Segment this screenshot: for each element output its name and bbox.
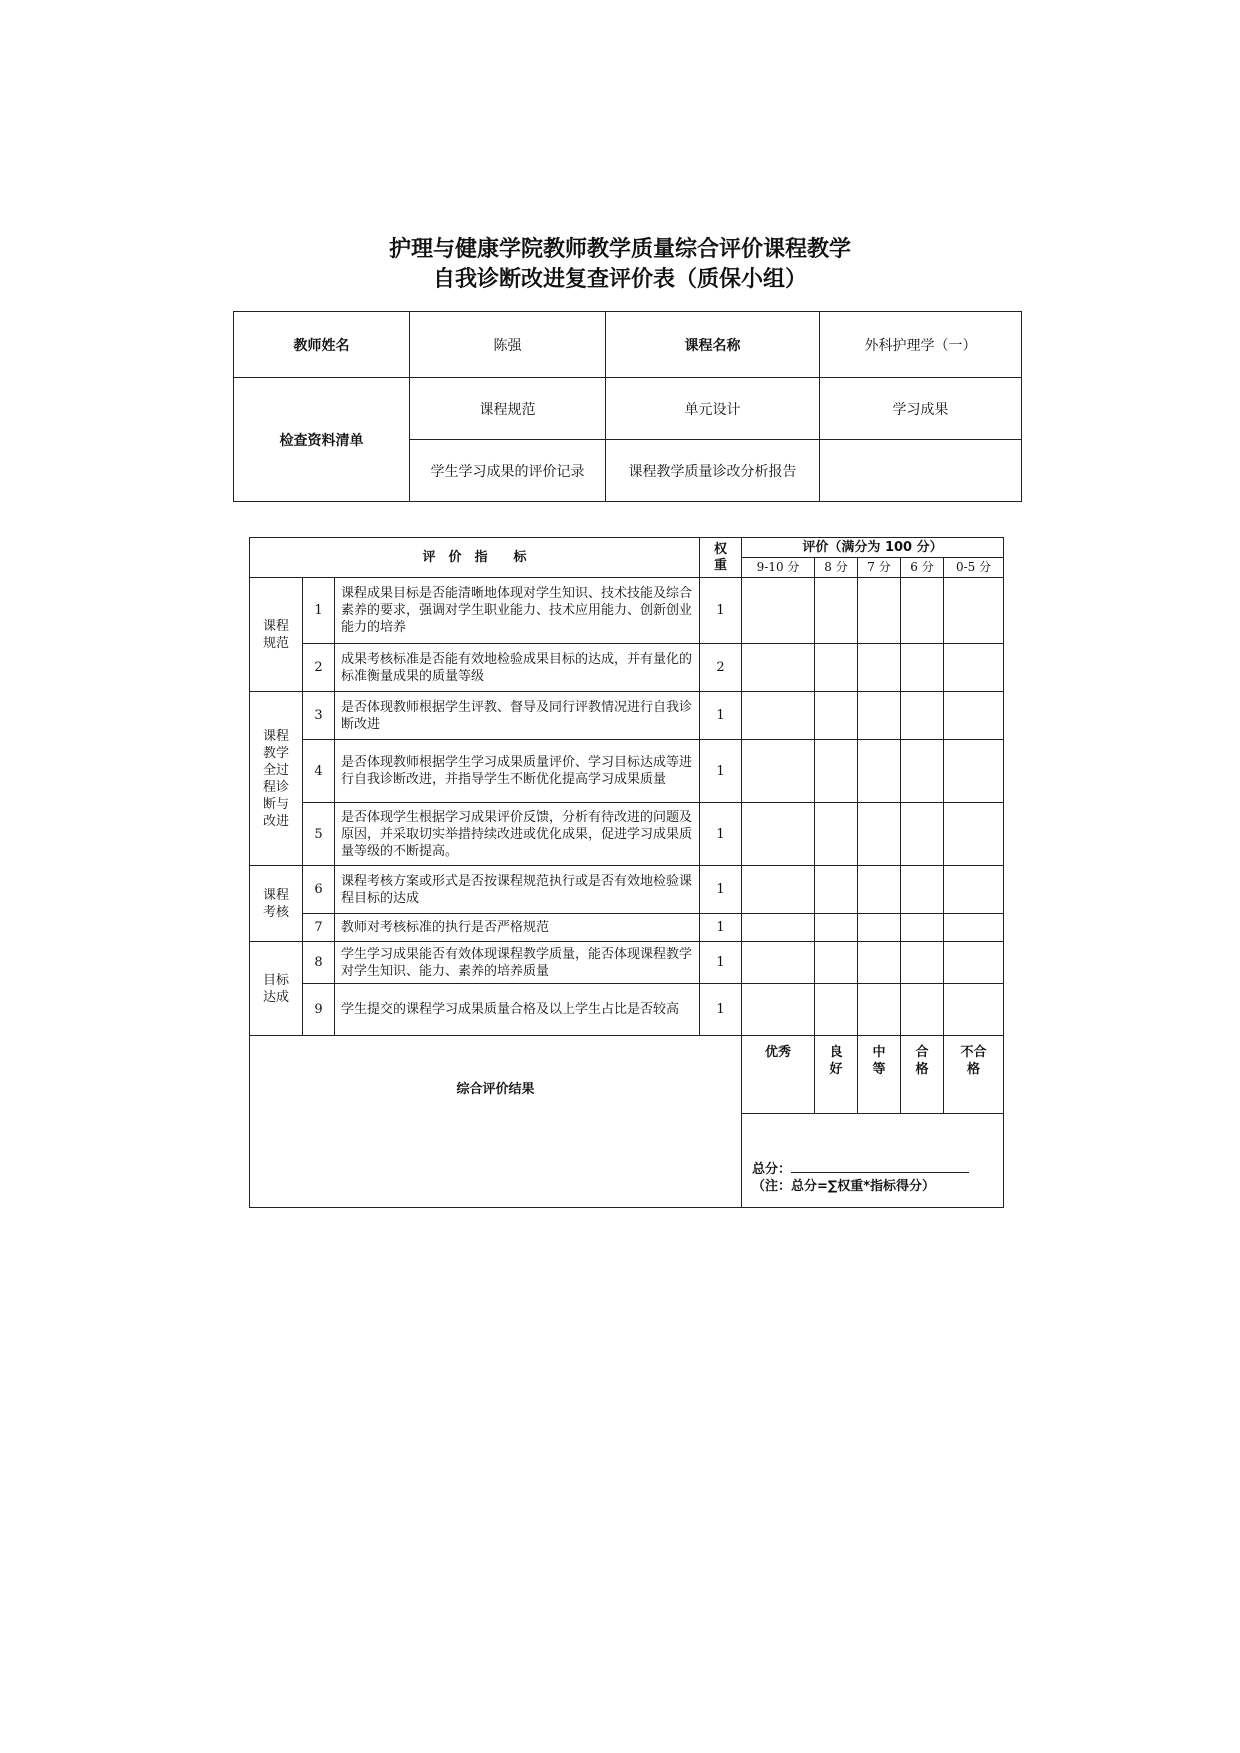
indicator-text: 教师对考核标准的执行是否严格规范 [335, 914, 700, 942]
row-number: 3 [303, 692, 335, 740]
score-col-header: 9-10 分 [742, 558, 815, 578]
score-cell[interactable] [944, 644, 1004, 692]
category-cell: 目标 达成 [250, 942, 303, 1036]
weight-header: 权 重 [700, 538, 742, 578]
checklist-label: 检查资料清单 [234, 378, 410, 502]
score-cell[interactable] [944, 740, 1004, 803]
info-table [233, 311, 1022, 502]
evaluation-table [249, 537, 1004, 1208]
document-title-line2: 自我诊断改进复查评价表（质保小组） [432, 266, 807, 292]
score-cell[interactable] [742, 914, 815, 942]
grade-excellent[interactable]: 优秀 [742, 1036, 815, 1114]
weight-value: 1 [700, 866, 742, 914]
score-cell[interactable] [901, 692, 944, 740]
score-cell[interactable] [815, 740, 858, 803]
score-cell[interactable] [901, 803, 944, 866]
score-col-header: 6 分 [901, 558, 944, 578]
total-note: （注：总分=∑权重*指标得分） [752, 1179, 936, 1194]
score-col-header: 7 分 [858, 558, 901, 578]
score-cell[interactable] [742, 644, 815, 692]
score-cell[interactable] [858, 914, 901, 942]
category-cell: 课程 考核 [250, 866, 303, 942]
course-name-value: 外科护理学（一） [820, 312, 1022, 378]
score-cell[interactable] [858, 740, 901, 803]
score-cell[interactable] [742, 942, 815, 984]
summary-label: 综合评价结果 [250, 1036, 742, 1208]
score-cell[interactable] [901, 942, 944, 984]
table-row [250, 578, 1004, 644]
table-row [250, 984, 1004, 1036]
row-number: 7 [303, 914, 335, 942]
material-item: 课程规范 [410, 378, 606, 440]
material-item: 学习成果 [820, 378, 1022, 440]
weight-value: 1 [700, 578, 742, 644]
score-cell[interactable] [901, 740, 944, 803]
total-label: 总分： [752, 1162, 792, 1177]
score-cell[interactable] [742, 692, 815, 740]
category-cell: 课程 教学 全过 程诊 断与 改进 [250, 692, 303, 866]
table-row [250, 866, 1004, 914]
weight-value: 1 [700, 914, 742, 942]
table-row [250, 942, 1004, 984]
weight-value: 1 [700, 740, 742, 803]
row-number: 9 [303, 984, 335, 1036]
indicator-text: 课程成果目标是否能清晰地体现对学生知识、技术技能及综合素养的要求，强调对学生职业能力、技术应用能力、创新创业能力的培养 [335, 578, 700, 644]
indicator-text: 是否体现学生根据学习成果评价反馈，分析有待改进的问题及原因，并采取切实举措持续改进或优化成果，促进学习成果质量等级的不断提高。 [335, 803, 700, 866]
score-cell[interactable] [901, 578, 944, 644]
score-cell[interactable] [742, 866, 815, 914]
indicator-text: 是否体现教师根据学生评教、督导及同行评教情况进行自我诊断改进 [335, 692, 700, 740]
evaluation-header: 评价（满分为 100 分） [742, 538, 1004, 558]
indicator-text: 是否体现教师根据学生学习成果质量评价、学习目标达成等进行自我诊断改进，并指导学生不断优化提高学习成果质量 [335, 740, 700, 803]
indicator-text: 成果考核标准是否能有效地检验成果目标的达成，并有量化的标准衡量成果的质量等级 [335, 644, 700, 692]
table-row [250, 692, 1004, 740]
score-cell[interactable] [815, 644, 858, 692]
table-row [250, 740, 1004, 803]
score-cell[interactable] [742, 578, 815, 644]
row-number: 8 [303, 942, 335, 984]
row-number: 6 [303, 866, 335, 914]
material-item: 学生学习成果的评价记录 [410, 440, 606, 502]
grade-average[interactable]: 中 等 [858, 1036, 901, 1114]
score-cell[interactable] [858, 803, 901, 866]
score-cell[interactable] [858, 578, 901, 644]
teacher-name-value: 陈强 [410, 312, 606, 378]
row-number: 2 [303, 644, 335, 692]
score-cell[interactable] [815, 866, 858, 914]
score-cell[interactable] [742, 803, 815, 866]
grade-pass[interactable]: 合 格 [901, 1036, 944, 1114]
score-cell[interactable] [858, 692, 901, 740]
grade-good[interactable]: 良 好 [815, 1036, 858, 1114]
indicator-header: 评 价 指 标 [250, 538, 700, 578]
table-row [250, 644, 1004, 692]
grade-fail[interactable]: 不合 格 [944, 1036, 1004, 1114]
indicator-text: 学生提交的课程学习成果质量合格及以上学生占比是否较高 [335, 984, 700, 1036]
weight-value: 1 [700, 803, 742, 866]
score-cell[interactable] [944, 692, 1004, 740]
score-cell[interactable] [901, 644, 944, 692]
material-item-empty [820, 440, 1022, 502]
score-cell[interactable] [944, 578, 1004, 644]
material-item: 课程教学质量诊改分析报告 [606, 440, 820, 502]
weight-value: 2 [700, 644, 742, 692]
score-cell[interactable] [815, 803, 858, 866]
material-item: 单元设计 [606, 378, 820, 440]
score-cell[interactable] [742, 740, 815, 803]
score-cell[interactable] [901, 866, 944, 914]
score-cell[interactable] [815, 914, 858, 942]
document-title-line1: 护理与健康学院教师教学质量综合评价课程教学 [388, 236, 851, 262]
score-col-header: 0-5 分 [944, 558, 1004, 578]
score-cell[interactable] [944, 942, 1004, 984]
weight-value: 1 [700, 692, 742, 740]
score-cell[interactable] [944, 984, 1004, 1036]
total-score-field[interactable] [791, 1160, 969, 1173]
weight-value: 1 [700, 984, 742, 1036]
teacher-name-label: 教师姓名 [234, 312, 410, 378]
indicator-text: 学生学习成果能否有效体现课程教学质量，能否体现课程教学对学生知识、能力、素养的培养质量 [335, 942, 700, 984]
row-number: 1 [303, 578, 335, 644]
row-number: 5 [303, 803, 335, 866]
category-cell: 课程 规范 [250, 578, 303, 692]
score-cell[interactable] [944, 866, 1004, 914]
score-cell[interactable] [858, 866, 901, 914]
score-cell[interactable] [944, 914, 1004, 942]
score-cell[interactable] [944, 803, 1004, 866]
score-cell[interactable] [901, 984, 944, 1036]
score-cell[interactable] [815, 578, 858, 644]
indicator-text: 课程考核方案或形式是否按课程规范执行或是否有效地检验课程目标的达成 [335, 866, 700, 914]
score-col-header: 8 分 [815, 558, 858, 578]
score-cell[interactable] [858, 644, 901, 692]
total-score-cell [742, 1114, 1004, 1208]
score-cell[interactable] [742, 984, 815, 1036]
table-row [250, 914, 1004, 942]
score-cell[interactable] [858, 984, 901, 1036]
row-number: 4 [303, 740, 335, 803]
score-cell[interactable] [858, 942, 901, 984]
weight-value: 1 [700, 942, 742, 984]
course-name-label: 课程名称 [606, 312, 820, 378]
table-row [250, 803, 1004, 866]
score-cell[interactable] [901, 914, 944, 942]
score-cell[interactable] [815, 984, 858, 1036]
score-cell[interactable] [815, 692, 858, 740]
score-cell[interactable] [815, 942, 858, 984]
